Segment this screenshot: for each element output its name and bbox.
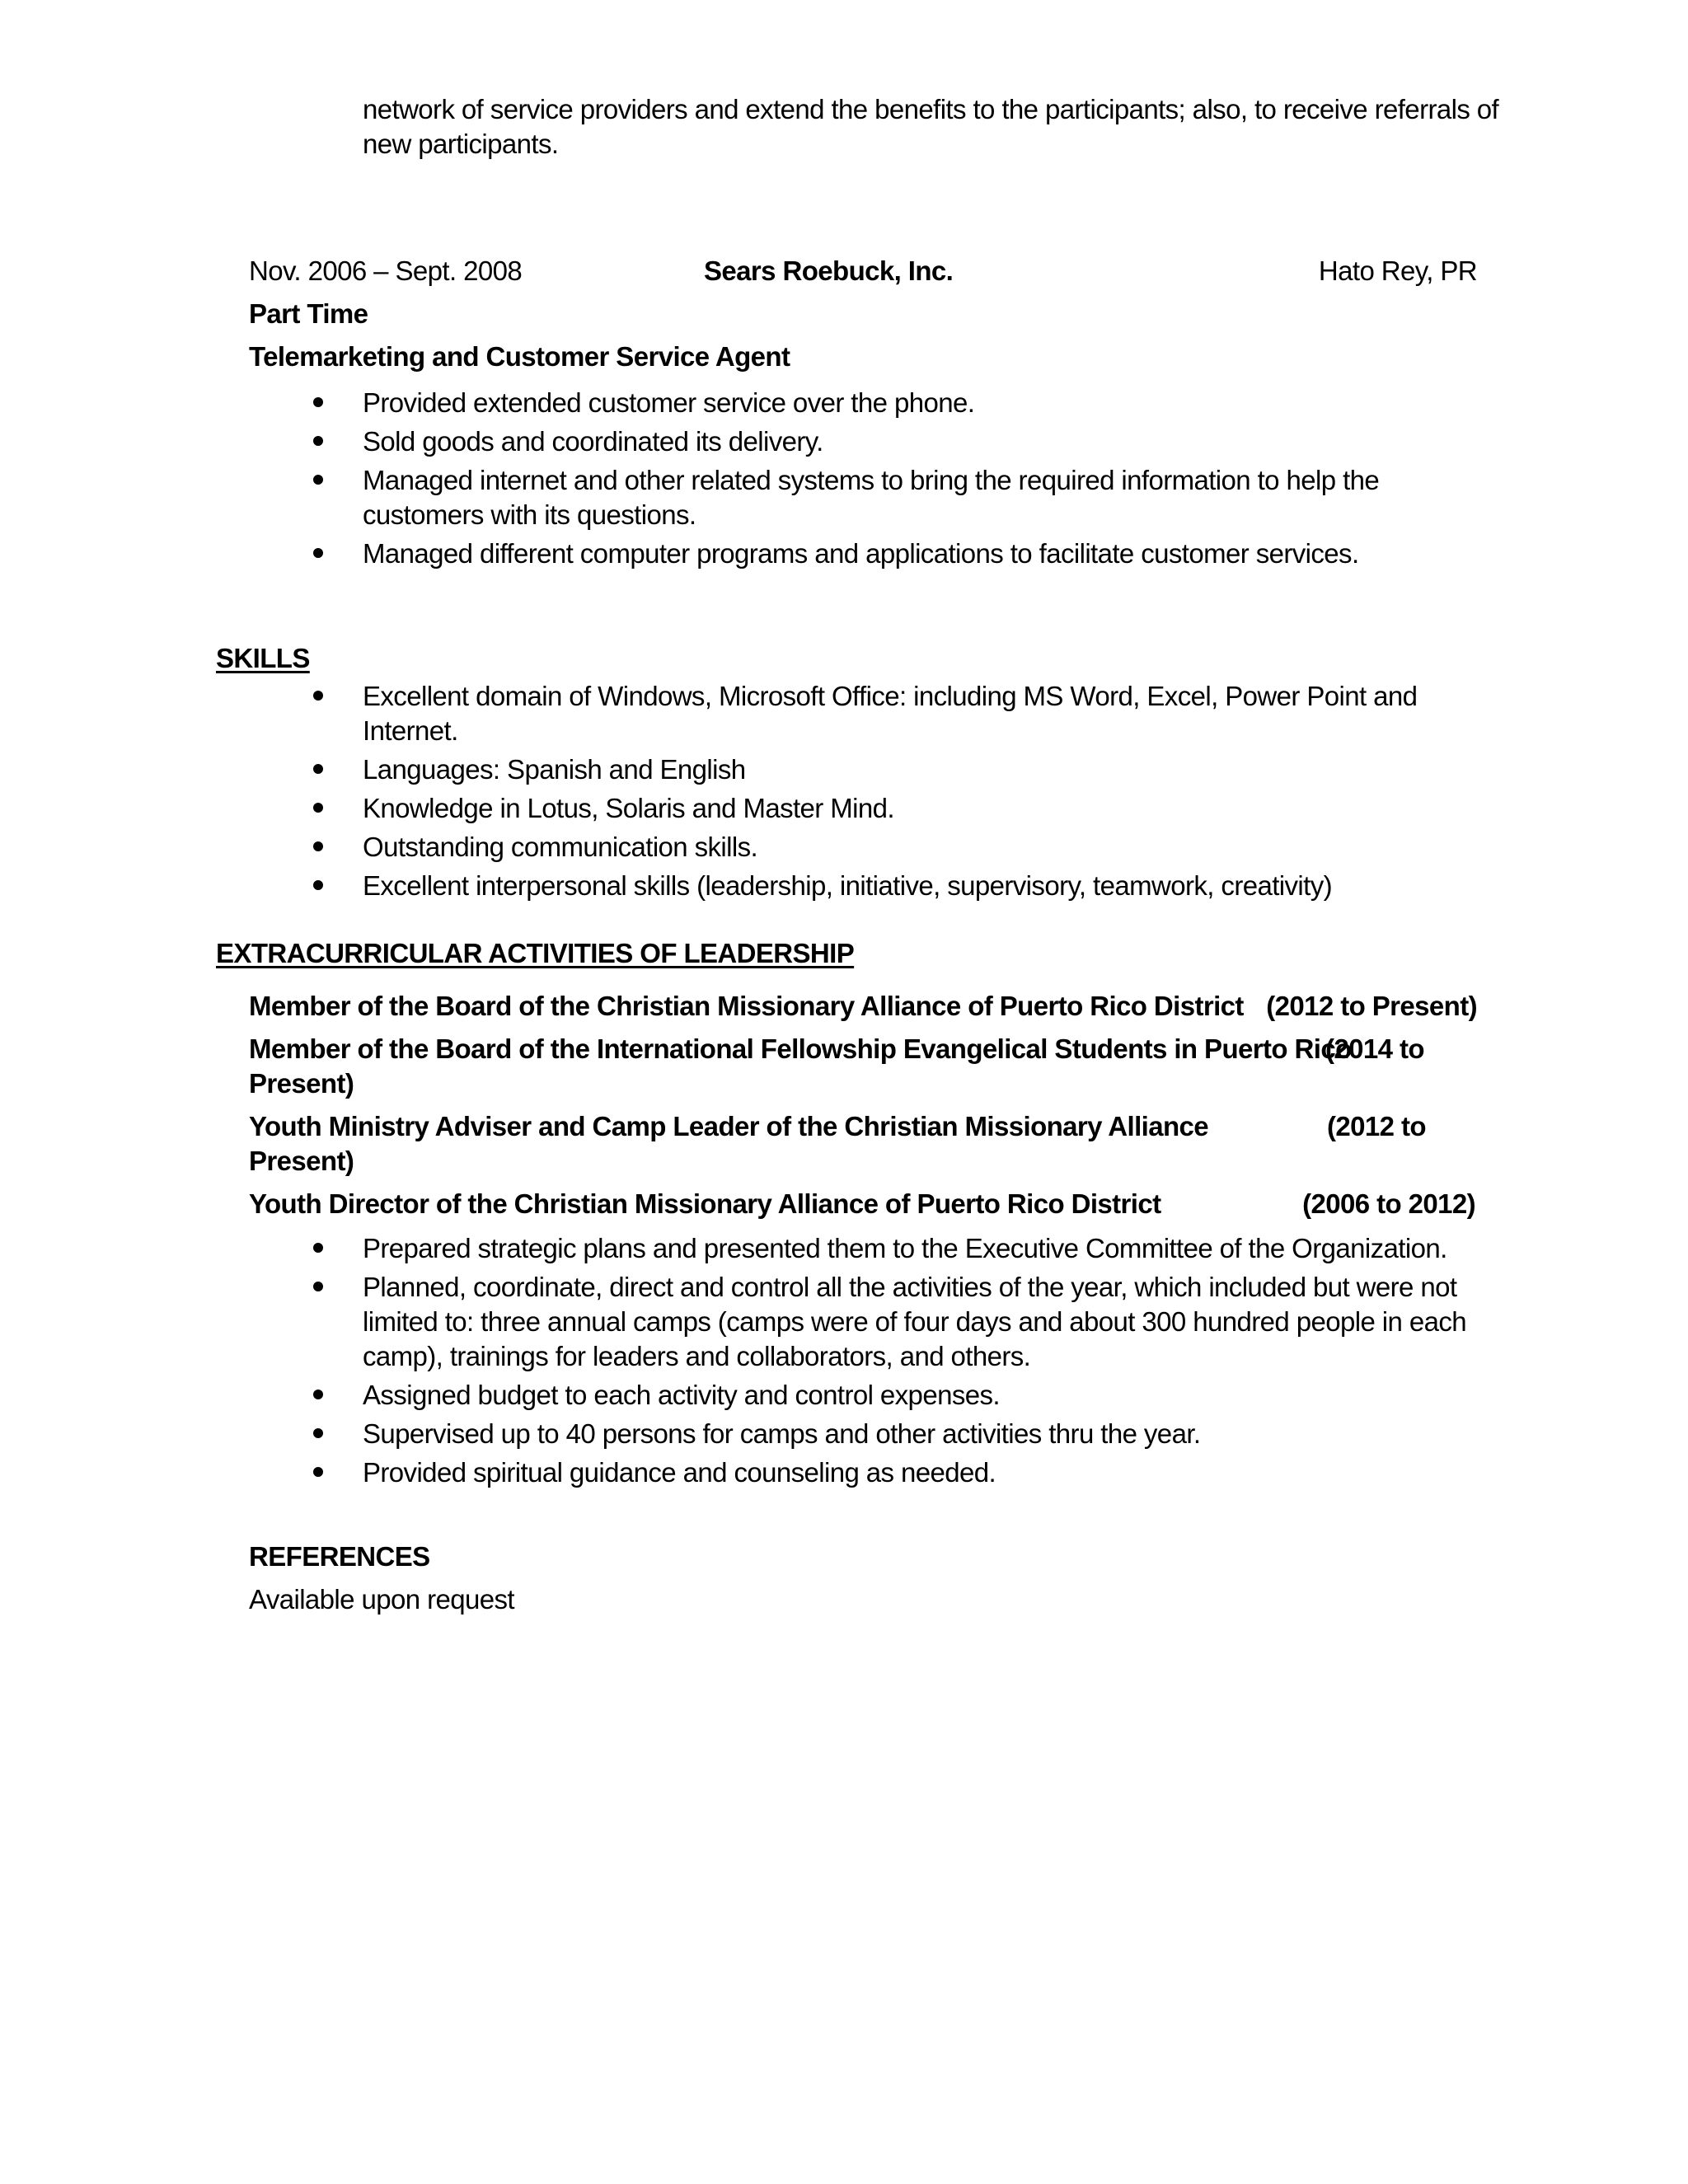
list-item: Excellent interpersonal skills (leadership, initiative, supervisory, teamwork, creativity) bbox=[313, 869, 1500, 903]
list-item: Provided extended customer service over the phone. bbox=[313, 386, 1500, 420]
activity-title: Youth Director of the Christian Missionary Alliance of Puerto Rico District bbox=[249, 1188, 1161, 1219]
list-item: Managed different computer programs and applications to facilitate customer services. bbox=[313, 537, 1500, 571]
activity-title: Youth Ministry Adviser and Camp Leader of the Christian Missionary Alliance bbox=[249, 1111, 1209, 1141]
bullet-icon bbox=[313, 1282, 323, 1291]
activity-period: (2012 to bbox=[1327, 1111, 1426, 1141]
activity-period: (2006 to 2012) bbox=[1302, 1188, 1475, 1219]
bullet-icon bbox=[313, 1243, 323, 1253]
activity-row bbox=[249, 1187, 1477, 1223]
bullet-icon bbox=[313, 1467, 323, 1477]
job-dates: Nov. 2006 – Sept. 2008 bbox=[249, 255, 523, 286]
references-text: Available upon request bbox=[249, 1584, 514, 1615]
list-item: Assigned budget to each activity and control expenses. bbox=[313, 1378, 1500, 1413]
skills-heading: SKILLS bbox=[216, 643, 310, 673]
list-item: Sold goods and coordinated its delivery. bbox=[313, 424, 1500, 459]
bullet-icon bbox=[313, 691, 323, 701]
bullet-icon bbox=[313, 841, 323, 851]
list-item: Supervised up to 40 persons for camps and other activities thru the year. bbox=[313, 1417, 1500, 1451]
job-title: Telemarketing and Customer Service Agent bbox=[249, 341, 790, 372]
extracurricular-heading: EXTRACURRICULAR ACTIVITIES OF LEADERSHIP bbox=[216, 938, 855, 968]
continuation-paragraph: network of service providers and extend the benefits to the participants; also, to receive referrals of new participants. bbox=[363, 94, 1499, 159]
job-company: Sears Roebuck, Inc. bbox=[704, 255, 954, 286]
job-location: Hato Rey, PR bbox=[1318, 255, 1477, 286]
activity-period-continuation: Present) bbox=[249, 1146, 354, 1176]
activity-period-continuation: Present) bbox=[249, 1068, 354, 1099]
list-item: Languages: Spanish and English bbox=[313, 752, 1500, 787]
activity-row bbox=[249, 989, 1477, 1025]
list-item: Knowledge in Lotus, Solaris and Master Mind. bbox=[313, 791, 1500, 826]
activity-row bbox=[249, 1109, 1477, 1180]
bullet-icon bbox=[313, 548, 323, 558]
list-item: Managed internet and other related systems to bring the required information to help the customers with its questions. bbox=[313, 463, 1500, 532]
list-item: Planned, coordinate, direct and control all the activities of the year, which included but were not limited to: three annual camps (camps were of four days and about 300 hundred people in each camp), trainings for leaders and collaborators, and others. bbox=[313, 1270, 1500, 1374]
bullet-icon bbox=[313, 1428, 323, 1438]
list-item: Provided spiritual guidance and counseling as needed. bbox=[313, 1455, 1500, 1490]
bullet-icon bbox=[313, 436, 323, 446]
extracurricular-bullet-list bbox=[313, 1231, 1500, 1494]
list-item: Outstanding communication skills. bbox=[313, 830, 1500, 865]
references-heading: REFERENCES bbox=[249, 1541, 430, 1572]
bullet-icon bbox=[313, 880, 323, 890]
activity-row bbox=[249, 1032, 1477, 1103]
bullet-icon bbox=[313, 397, 323, 407]
list-item: Prepared strategic plans and presented them to the Executive Committee of the Organization. bbox=[313, 1231, 1500, 1266]
job-type: Part Time bbox=[249, 298, 368, 329]
bullet-icon bbox=[313, 764, 323, 774]
job-bullet-list bbox=[313, 386, 1500, 575]
skills-bullet-list bbox=[313, 679, 1500, 907]
activity-title: Member of the Board of the International Fellowship Evangelical Students in Puerto Rico bbox=[249, 1033, 1352, 1064]
activity-period: (2014 to bbox=[1325, 1033, 1424, 1064]
list-item: Excellent domain of Windows, Microsoft Office: including MS Word, Excel, Power Point and Internet. bbox=[313, 679, 1500, 748]
bullet-icon bbox=[313, 803, 323, 813]
bullet-icon bbox=[313, 1390, 323, 1399]
bullet-icon bbox=[313, 475, 323, 485]
job-header-row bbox=[249, 254, 1477, 290]
activity-title: Member of the Board of the Christian Missionary Alliance of Puerto Rico District bbox=[249, 991, 1244, 1021]
activity-period: (2012 to Present) bbox=[1266, 991, 1477, 1021]
